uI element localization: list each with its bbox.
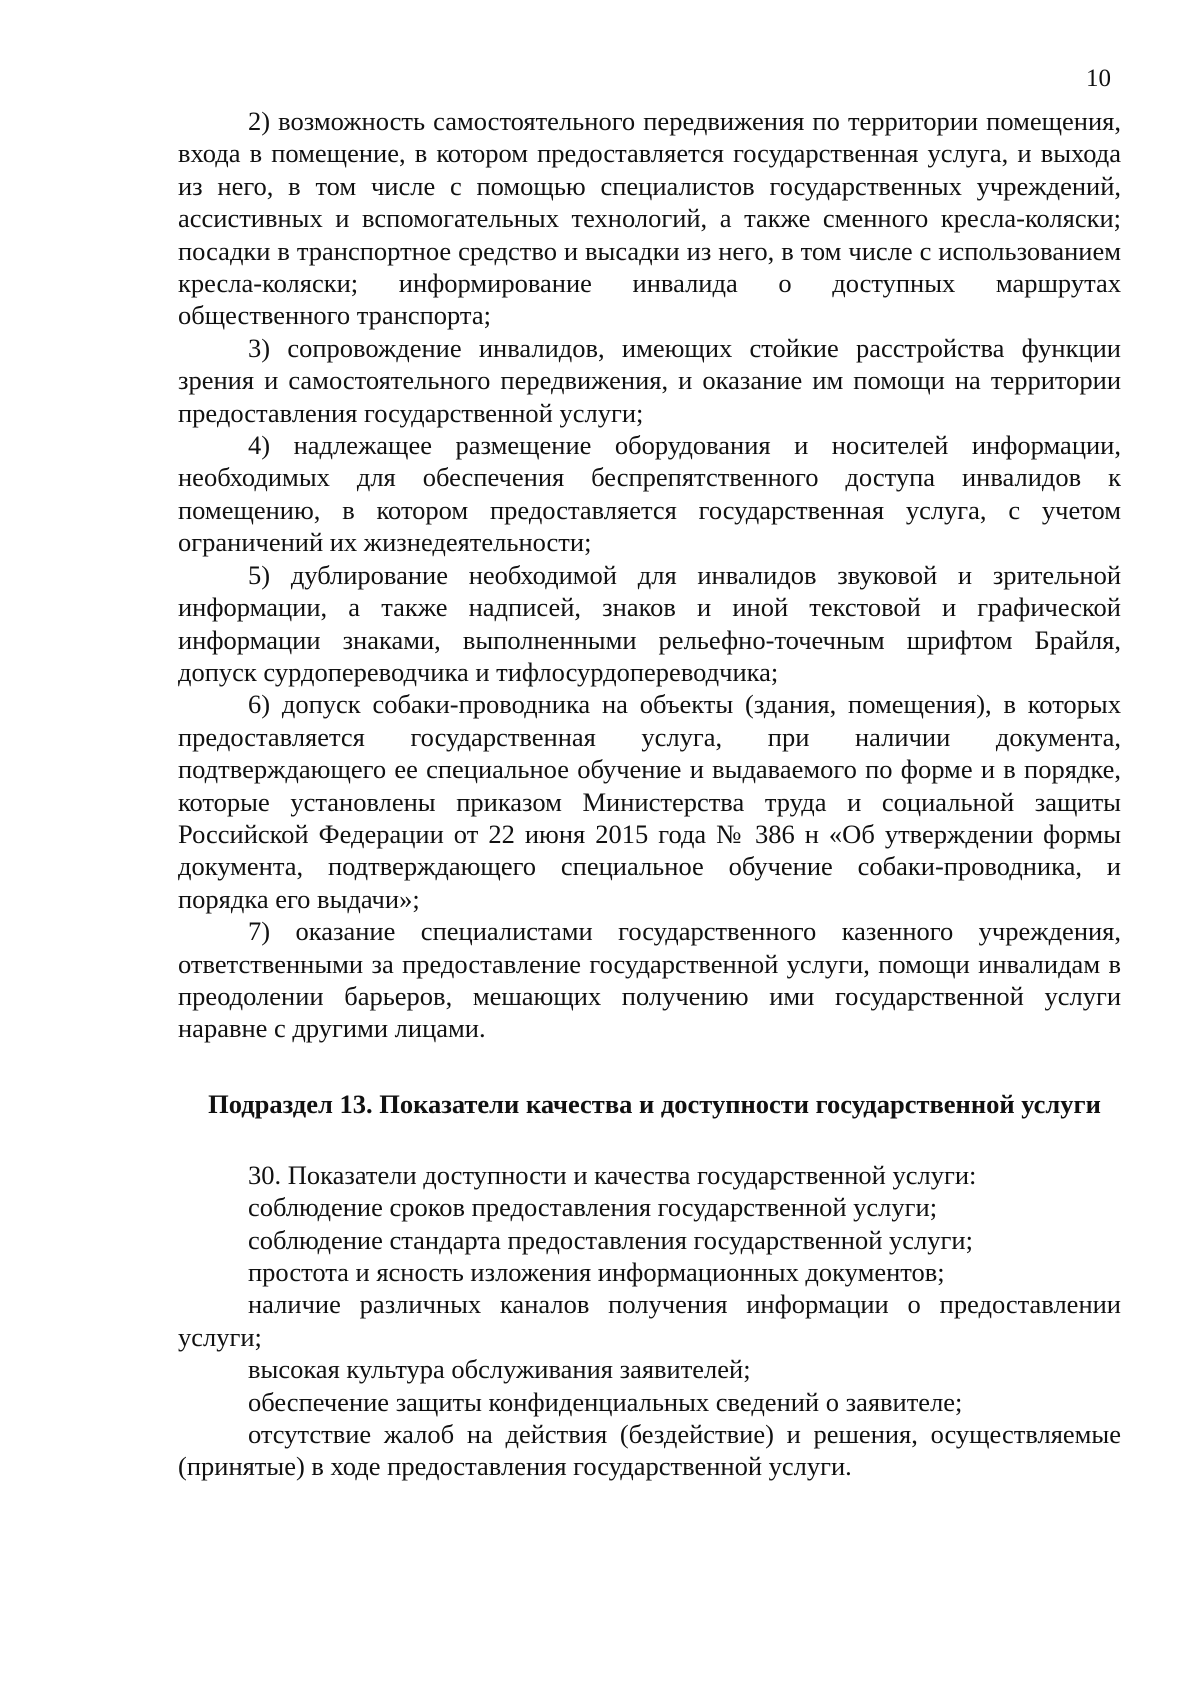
paragraph-item-5: 5) дублирование необходимой для инвалидов звуковой и зрительной информации, а также надписей, знаков и иной текстовой и графической информации знаками, выполненными рельефно-точечным шрифтом Брайля, допуск сурдопереводчика и тифлосурдопереводчика; <box>178 559 1121 687</box>
indicator-no-complaints: отсутствие жалоб на действия (бездействие) и решения, осуществляемые (принятые) в ходе предоставления государственной услуги. <box>178 1419 1121 1482</box>
indicator-standard: соблюдение стандарта предоставления государственной услуги; <box>248 1224 973 1255</box>
indicator-service-culture: высокая культура обслуживания заявителей; <box>248 1354 751 1385</box>
page-number: 10 <box>1086 65 1111 92</box>
section-heading: Подраздел 13. Показатели качества и доступности государственной услуги <box>208 1088 1101 1119</box>
paragraph-item-4: 4) надлежащее размещение оборудования и носителей информации, необходимых для обеспечения беспрепятственного доступа инвалидов к помещению, в котором предоставляется государственная услуга, с учетом ограничений их жизнедеятельности; <box>178 430 1121 558</box>
paragraph-item-7: 7) оказание специалистами государственного казенного учреждения, ответственными за предоставление государственной услуги, помощи инвалидам в преодолении барьеров, мешающих получению ими государственной услуги наравне с другими лицами. <box>178 916 1121 1044</box>
indicator-deadlines: соблюдение сроков предоставления государственной услуги; <box>248 1192 938 1223</box>
indicator-channels: наличие различных каналов получения информации о предоставлении услуги; <box>178 1289 1121 1352</box>
indicator-data-protection: обеспечение защиты конфиденциальных сведений о заявителе; <box>248 1386 963 1417</box>
paragraph-30: 30. Показатели доступности и качества государственной услуги: <box>248 1159 977 1190</box>
document-body <box>178 105 1121 1483</box>
indicator-clarity: простота и ясность изложения информационных документов; <box>248 1257 945 1287</box>
paragraph-item-3: 3) сопровождение инвалидов, имеющих стойкие расстройства функции зрения и самостоятельного передвижения, и оказание им помощи на территории предоставления государственной услуги; <box>178 332 1121 428</box>
paragraph-item-6: 6) допуск собаки-проводника на объекты (здания, помещения), в которых предоставляется государственная услуга, при наличии документа, подтверждающего ее специальное обучение и выдаваемого по форме и в порядке, которые установлены приказом Министерства труда и социальной защиты Российской Федерации от 22 июня 2015 года № 386 н «Об утверждении формы документа, подтверждающего специальное обучение собаки-проводника, и порядка его выдачи»; <box>178 689 1121 914</box>
paragraph-item-2: 2) возможность самостоятельного передвижения по территории помещения, входа в помещение, в котором предоставляется государственная услуга, и выхода из него, в том числе с помощью специалистов государственных учреждений, ассистивных и вспомогательных технологий, а также сменного кресла-коляски; посадки в транспортное средство и высадки из него, в том числе с использованием кресла-коляски; информирование инвалида о доступных маршрутах общественного транспорта; <box>178 106 1121 331</box>
